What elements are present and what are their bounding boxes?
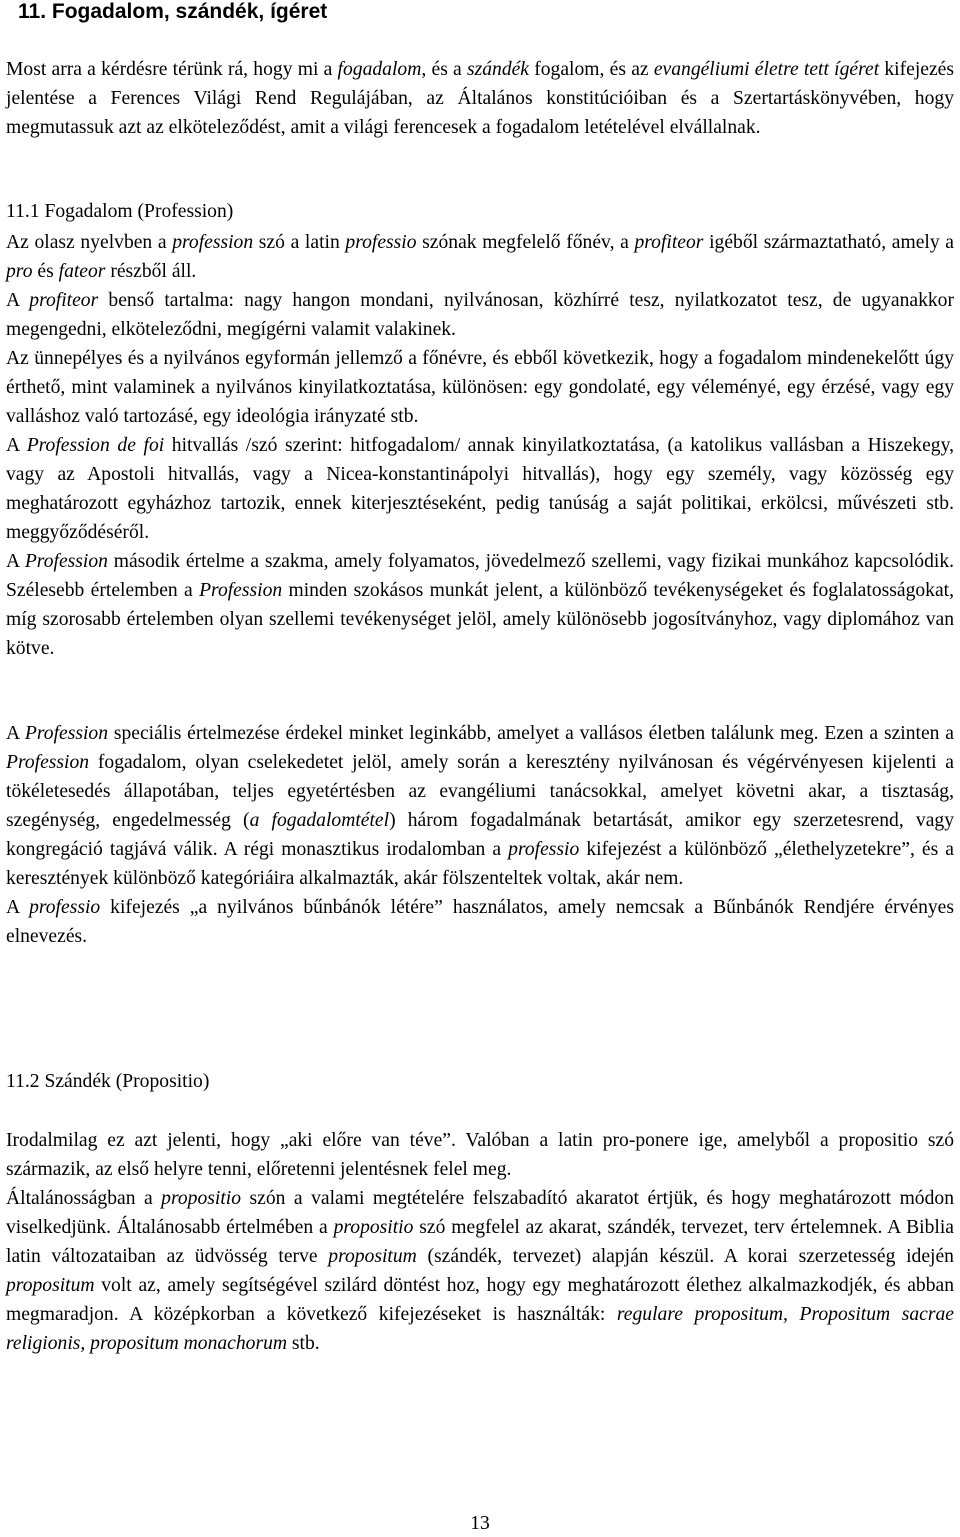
section-heading-profession: 11.1 Fogadalom (Profession) xyxy=(6,201,234,222)
paragraph: A Profession speciális értelmezése érdekel minket leginkább, amelyet a vallásos életben találunk meg. Ezen a szinten a Profession fogadalom, olyan cselekedetet jelöl, amely során a keresztény nyilvánosan és végérvényesen kijelenti a tökéletesedés állapotában, teljes egyetértésben az evangéliumi tanácsokkal, amelyet követni akar, a tisztaság, szegénység, engedelmesség (a fogadalomtétel) három fogadalmának betartását, amikor egy szerzetesrend, vagy kongregáció tagjává válik. A régi monasztikus irodalomban a professio kifejezést a különböző „élethelyzetekre”, és a keresztények különböző kategóriáira alkalmazták, akár fölszenteltek voltak, akár nem. xyxy=(6,723,955,889)
paragraph: Irodalmilag ez azt jelenti, hogy „aki előre van téve”. Valóban a latin pro-ponere ige, amelyből a propositio szó származik, az első helyre tenni, előretenni jelentésnek felel meg. xyxy=(6,1130,954,1180)
profession-paragraphs-group-2 xyxy=(6,719,954,951)
profession-paragraphs-group xyxy=(6,228,954,663)
section-heading-propositio: 11.2 Szándék (Propositio) xyxy=(6,1071,210,1092)
intro-paragraph: Most arra a kérdésre térünk rá, hogy mi a fogadalom, és a szándék fogalom, és az evangéliumi életre tett ígéret kifejezés jelentése a Ferences Világi Rend Regulájában, az Általános konstitúcióiban és a Szertartáskönyvében, hogy megmutassuk azt az elköteleződést, amit a világi ferencesek a fogadalom letételével elvállalnak. xyxy=(6,59,954,138)
paragraph: Az olasz nyelvben a profession szó a latin professio szónak megfelelő főnév, a profiteor igéből származtatható, amely a pro és fateor részből áll. xyxy=(6,232,954,282)
page-number: 13 xyxy=(470,1513,490,1534)
paragraph: A Profession de foi hitvallás /szó szerint: hitfogadalom/ annak kinyilatkoztatása, (a katolikus vallásban a Hiszekegy, vagy az Apostoli hitvallás, vagy a Nicea-konstantinápolyi hitvallás), hogy egy személy, vagy közösség egy meghatározott egyházhoz tartozik, ennek kiterjesztéseként, pedig tanúság a saját politikai, erkölcsi, művészeti stb. meggyőződéséről. xyxy=(6,435,954,543)
paragraph: Az ünnepélyes és a nyilvános egyformán jellemző a főnévre, és ebből következik, hogy a fogadalom mindenekelőtt úgy érthető, mint valaminek a nyilvános kinyilatkoztatása, különösen: egy gondolaté, egy véleményé, egy érzésé, vagy egy valláshoz való tartozásé, egy ideológia irányzaté stb. xyxy=(6,348,954,427)
paragraph: Általánosságban a propositio szón a valami megtételére felszabadító akaratot értjük, és hogy meghatározott módon viselkedjünk. Általánosabb értelmében a propositio szó megfelel az akarat, szándék, tervezet, terv értelemnek. A Biblia latin változataiban az üdvösség terve propositum (szándék, tervezet) alapján készül. A korai szerzetesség idején propositum volt az, amely segítségével szilárd döntést hoz, hogy egy meghatározott élethez alkalmazkodjék, és abban megmaradjon. A középkorban a következő kifejezéseket is használták: regulare propositum, Propositum sacrae religionis, propositum monachorum stb. xyxy=(6,1188,954,1354)
propositio-paragraphs-group xyxy=(6,1126,954,1358)
paragraph: A Profession második értelme a szakma, amely folyamatos, jövedelmező szellemi, vagy fizikai munkához kapcsolódik. Szélesebb értelemben a Profession minden szokásos munkát jelent, a különböző tevékenységeket és foglalatosságokat, míg szorosabb értelemben olyan szellemi tevékenységet jelöl, amely különösebb jogosítványhoz, vagy diplomához van kötve. xyxy=(6,551,955,659)
paragraph: A professio kifejezés „a nyilvános bűnbánók létére” használatos, amely nemcsak a Bűnbánók Rendjére érvényes elnevezés. xyxy=(6,897,954,947)
chapter-heading: 11. Fogadalom, szándék, ígéret xyxy=(18,0,328,23)
paragraph: A profiteor benső tartalma: nagy hangon mondani, nyilvánosan, közhírré tesz, nyilatkozatot tesz, de ugyanakkor megengedni, elköteleződni, megígérni valamit valakinek. xyxy=(6,290,954,340)
